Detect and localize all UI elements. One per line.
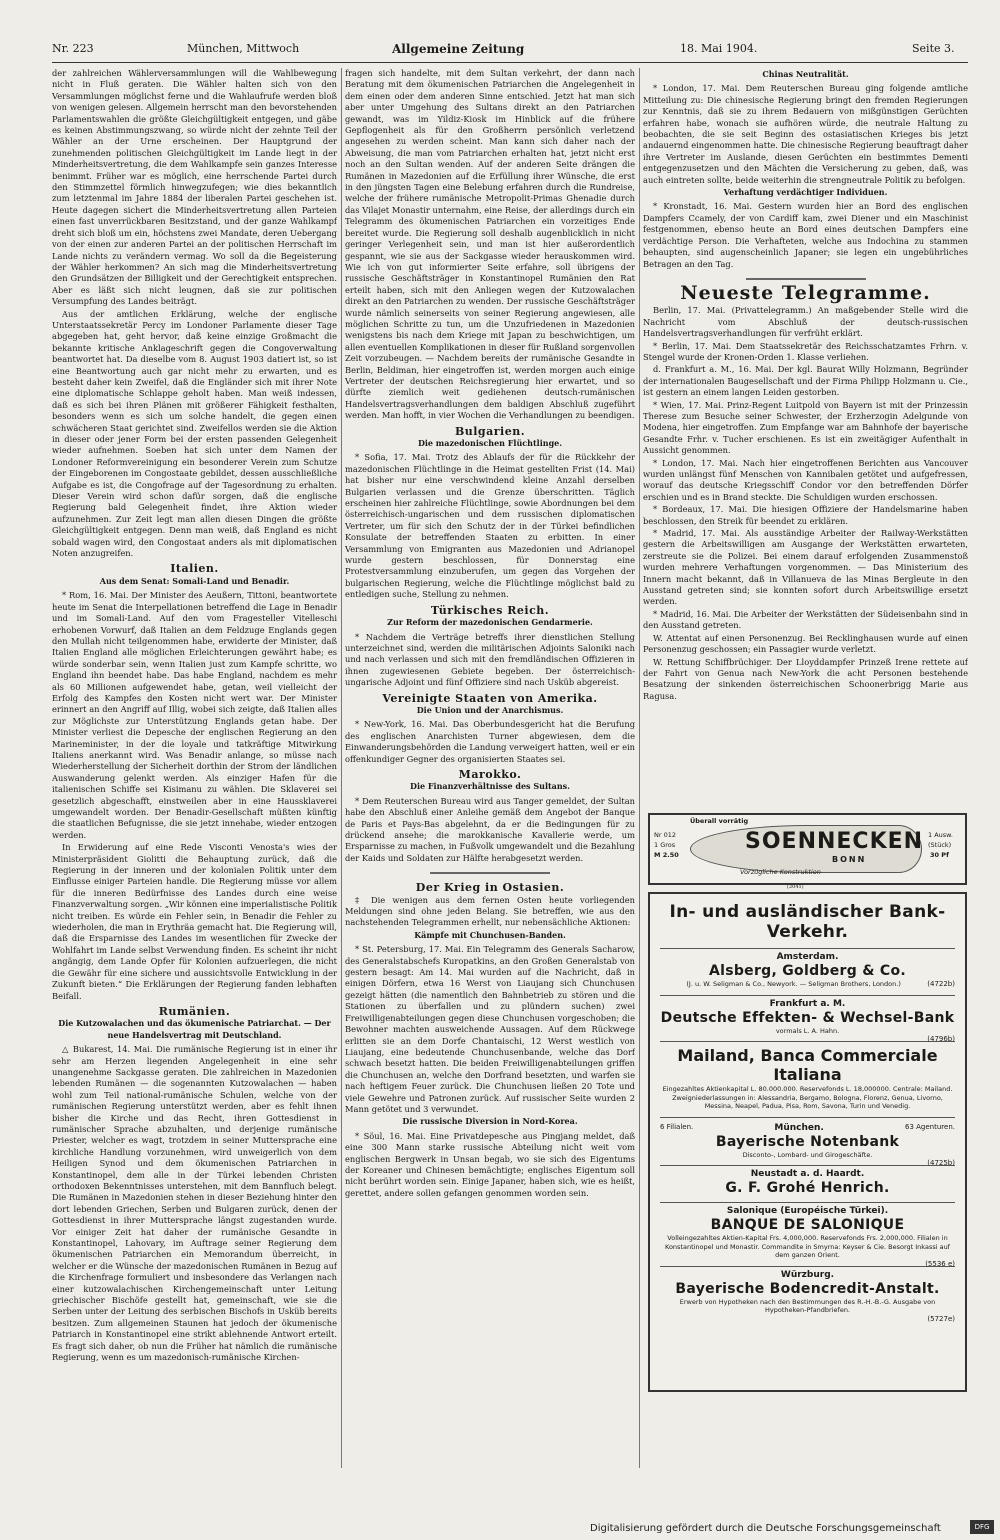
subheading: Die russische Diversion in Nord-Korea. (402, 1116, 578, 1127)
article-paragraph: * Bordeaux, 17. Mai. Die hiesigen Offiziere der Handelsmarine haben beschlossen, den Streik für beendet zu erklären. (643, 504, 968, 526)
brand-city: BONN (832, 855, 867, 864)
article-paragraph: * Sofia, 17. Mai. Trotz des Ablaufs der für die Rückkehr der mazedonischen Flüchtlinge in die Heimat gestellten Frist (14. Mai) hat bisher nur eine verschwindend kleine Anzahl derselben Bulgarien verlassen und die Grenze überschritten. Täglich erscheinen hier zahlreiche Flüchtlinge, sowie Abordnungen bei dem österreichisch-ungarischen und dem russischen diplomatischen Vertreter, um für sich den Schutz der in der Türkei befindlichen Konsulate der betreffenden Staaten zu erbitten. In einer Versammlung von Emigranten aus Mazedonien und Adrianopel wurde gestern beschlossen, für Donnerstag eine Protestversammlung einzuberufen, um gegen das Vorgehen der bulgarischen Regierung, welche die Flüchtlinge möglichst bald zu entledigen suche, Stellung zu nehmen. (345, 452, 635, 600)
bank-branches: 6 Filialen. (660, 1122, 694, 1131)
bank-details: Disconto-, Lombard- und Girogeschäfte. (742, 1150, 873, 1159)
bank-entry (660, 1165, 955, 1196)
ad-unit: (Stück) (928, 841, 952, 849)
section-heading-krieg: Der Krieg in Ostasien. (415, 881, 565, 895)
bank-name: BANQUE DE SALONIQUE (710, 1217, 905, 1233)
article-paragraph: Aus der amtlichen Erklärung, welche der englische Unterstaatssekretär Percy im Londoner Parlamente dieser Tage abgegeben hat, geht hervor, daß keine einzige Großmacht die bekannte kritische Anklageschrift gegen die Congoverwaltung beantwortet hat. Da dieselbe vom 8. August 1903 datiert ist, so ist eine Beantwortung auch gar nicht mehr zu erwarten, und es besteht daher kein Zweifel, daß die Engländer sich mit ihrer Note eine diplomatische Schlappe geholt haben. Man weiß indessen, daß es sich bei ihren Plänen mit größerer Fähigkeit festhalten, besonders wenn es sich um solche handelt, die gegen einen schwächeren Staat gerichtet sind. Zweifellos werden sie die Aktion in dieser oder jener Form bei der ersten passenden Gelegenheit wieder aufnehmen. Soeben hat sich unter dem Namen der Londoner Reformvereinigung ein besonderer Verein zum Schutze der Eingeborenen im Congostaate gebildet, dessen ausschließliche Aufgabe es ist, die Congofrage auf der Tagesordnung zu erhalten. Dieser Verein wird schon dafür sorgen, daß die englische Regierung bald Gelegenheit findet, ihre Aktion wieder aufzunehmen. Zur Zeit legt man allen diesen Dingen die größte Gleichgültigkeit entgegen. Denn man weiß, daß England es nicht sobald wagen wird, den Congostaat anders als mit diplomatischen Noten anzugreifen. (52, 308, 337, 559)
digitization-credit: Digitalisierung gefördert durch die Deutsche Forschungsgemeinschaft (590, 1523, 941, 1534)
bank-details: Eingezahltes Aktienkapital L. 80.000.000. Reservefonds L. 18,000000. Centrale: Mailand. Zweigniederlassungen in: Alessandria, Bergamo, Bologna, Florenz, Genua, Livorno, Messina, Neapel, Padua, Pisa, Rom, Savona, Turin und Venedig. (662, 1085, 953, 1110)
issue-number: Nr. 223 (52, 42, 94, 55)
newspaper-title: Allgemeine Zeitung (392, 42, 525, 56)
bank-entry (660, 995, 955, 1043)
ad-code: (5536 e) (925, 1259, 955, 1268)
section-heading-bulgarien: Bulgarien. (454, 424, 526, 438)
place-day: München, Mittwoch (187, 42, 300, 55)
pen-advertisement (648, 813, 967, 885)
subheading: Aus dem Senat: Somali-Land und Benadir. (99, 575, 290, 586)
article-paragraph: W. Rettung Schiffbrüchiger. Der Lloyddampfer Prinzeß Irene rettete auf der Fahrt von Genua nach New-York die acht Personen bestehende Besatzung der sinkenden österreichischen Schoonerbrigg Marie aus Ragusa. (643, 656, 968, 701)
section-heading-italien: Italien. (170, 562, 219, 576)
bank-city: Frankfurt a. M. (769, 998, 846, 1009)
separator (430, 872, 550, 874)
ad-quantity: 1 Gros (654, 841, 676, 849)
ad-item-number: Nr 012 (654, 831, 677, 839)
bank-city: Amsterdam. (776, 952, 839, 962)
article-paragraph: fragen sich handelte, mit dem Sultan verkehrt, der dann nach Beratung mit dem ökumenischen Patriarchen die Angelegenheit in dem einen oder dem anderen Sinne entschied. Jetzt hat man sich aber unter Umgehung des Sultans direkt an den Patriarchen gewandt, was im Yildiz-Kiosk im Hinblick auf die frühere Gepflogenheit als für den Großherrn persönlich verletzend angesehen zu werden scheint. Man kann sich daher nach der Abweisung, die man vom Patriarchen erhalten hat, jetzt nicht erst noch an den Sultan wenden. Auf der anderen Seite drängen die Rumänen in Mazedonien auf die Erfüllung ihrer Wünsche, die erst in den jüngsten Tagen eine Belebung erfahren durch die Rundreise, welche der frühere rumänische Metropolit-Primas Ghenadie durch das Vilajet Monastir unternahm, eine Reise, der allerdings durch ein Telegramm des ökumenischen Patriarchen ein vorzeitiges Ende bereitet wurde. Die Regierung soll deshalb augenblicklich in nicht geringer Verlegenheit sein, und man ist hier außerordentlich gespannt, wie sie aus der Sackgasse wieder herauskommen wird. Wie ich von gut informierter Seite erfahre, soll übrigens der russische Geschäftsträger in Konstantinopel Rumänien den Rat erteilt haben, sich mit den Anliegen wegen der Kutzowalachen direkt an den Patriarchen zu wenden. Der russische Geschäftsträger wurde nämlich seinerseits von seiner Regierung angewiesen, alle möglichen Schritte zu tun, um die Unzufriedenen in Mazedonien wenigstens bis nach dem Kriege mit Japan zu beschwichtigen, um allen eventuellen Komplikationen in dieser für Rußland sorgenvollen Zeit vorzubeugen. — Nachdem bereits der rumänische Gesandte in Berlin, Beldiman, hier eingetroffen ist, werden morgen auch einige Vertreter der deutschen Reichsregierung hier erwartet, und so dürfte ziemlich weit gediehenen deutsch-rumänischen Handelsvertragsverhandlungen dem baldigen Abschluß zugeführt werden. Man hofft, in vier Wochen die Verhandlungen zu beendigen. (345, 68, 635, 421)
bank-name: Bayerische Notenbank (715, 1133, 900, 1150)
bank-details: Erwerb von Hypotheken nach den Bestimmungen des R.-H.-B.-G. Ausgabe von Hypotheken-Pfandbriefen. (679, 1297, 936, 1314)
article-paragraph: * Madrid, 16. Mai. Die Arbeiter der Werkstätten der Südeisenbahn sind in den Ausstand getreten. (643, 608, 968, 631)
article-paragraph: * Nachdem die Verträge betreffs ihrer dienstlichen Stellung unterzeichnet sind, werden die militärischen Adjoints Saloniki nach und nach verlassen und sich mit den fremdländischen Offizieren in ihnen zugewiesenen Gebiete begeben. Der österreichisch-ungarische Adjoint und fünf Offiziere sind nach Usküb abgereist. (345, 631, 635, 688)
bank-advertisement (648, 892, 967, 1392)
article-paragraph: * Dem Reuterschen Bureau wird aus Tanger gemeldet, der Sultan habe den Abschluß einer Anleihe gemäß dem Angebot der Banque de Paris et Pays-Bas abgelehnt, da er die Bedingungen für zu drückend ansehe; die marokkanische Kavallerie werde, um Ersparnisse zu machen, in Fußvolk umgewandelt und die Bezahlung der Kaids und Soldaten zur Hälfte herabgesetzt werden. (345, 795, 635, 863)
bank-city: München. (774, 1122, 824, 1133)
bank-name: Bayerische Bodencredit-Anstalt. (675, 1280, 940, 1297)
article-paragraph: * St. Petersburg, 17. Mai. Ein Telegramm des Generals Sacharow, des Generalstabschefs Kuropatkins, an den Großen Generalstab von gestern besagt: Am 14. Mai wurden auf die Nachricht, daß in einigen Dörfern, etwa 16 Werst von Liaujang sich Chunchusen gezeigt hätten (die namentlich den Bahnbetrieb zu stören und die Stationen zu überfallen und zu plündern suchen) zwei Freiwilligenabteilungen gegen diese Chunchusen vorgeschoben; die Bewohner machten ausweichende Aussagen. Auf dem Rückwege erlitten sie an dem Dorfe Chantaischi, 12 Werst westlich von Liaujang, eine bedeutende Chunchusenbande, welche das Dorf schwach besetzt hatten. Die beiden Freiwilligenabteilungen griffen die Chunchusen an, welche den Dorfrand besetzten, und warfen sie nach heftigem Feuer zurück. Die Chunchusen ließen 20 Tote und viele Gewehre und Patronen zurück. Auf russischer Seite wurden 2 Mann getötet und 3 verwundet. (345, 944, 635, 1114)
ad-availability: Überall vorrätig (690, 817, 749, 825)
bank-city: Salonique (Européische Türkei). (726, 1206, 889, 1216)
section-heading-usa: Vereinigte Staaten von Amerika. (382, 691, 598, 705)
column-3 (643, 68, 968, 828)
subheading: Kämpfe mit Chunchusen-Banden. (414, 929, 566, 940)
bank-city: Würzburg. (780, 1269, 835, 1280)
ad-price-sample: 30 Pf (930, 851, 949, 859)
ad-code: (4725b) (927, 1159, 955, 1167)
page-header (52, 42, 968, 60)
bank-entry (660, 1202, 955, 1268)
brand-name: SOENNECKEN (745, 829, 924, 854)
bank-entry (660, 1117, 955, 1167)
bank-name: Mailand, Banca Commerciale Italiana (677, 1046, 938, 1084)
bank-ad-title: In- und ausländischer Bank-Verkehr. (669, 902, 946, 942)
section-heading-telegramme: Neueste Telegramme. (680, 281, 931, 304)
separator (746, 278, 866, 280)
section-heading-tuerkei: Türkisches Reich. (430, 603, 550, 617)
subheading: Die Kutzowalachen und das ökumenische Patriarchat. — Der neue Handelsvertrag mit Deutschland. (58, 1018, 331, 1040)
article-paragraph: * Söul, 16. Mai. Eine Privatdepesche aus Pingjang meldet, daß eine 300 Mann starke russische Abteilung nicht weit vom englischen Bergwerk in Unsan begab, wo sie sich des Eigentums der Koreaner und Chinesen bemächtigte; englisches Eigentum soll nicht berührt worden sein. Einige Japaner, haben sich, wie es heißt, gerettet, andere sollen gefangen genommen worden sein. (345, 1130, 635, 1198)
bank-city: Neustadt a. d. Haardt. (750, 1169, 865, 1179)
bank-entry (660, 1266, 955, 1323)
ad-price-gros: M 2.50 (654, 851, 679, 859)
bank-details: vormals L. A. Hahn. (775, 1026, 840, 1035)
section-heading-rumaenien: Rumänien. (158, 1004, 231, 1018)
page-number: Seite 3. (912, 42, 955, 55)
article-paragraph: * Wien, 17. Mai. Prinz-Regent Luitpold von Bayern ist mit der Prinzessin Therese zum Besuche seiner Schwester, der Erzherzogin Adelgunde von Modena, hier eingetroffen. Zum Empfange war am Bahnhofe der bayerische Gesandte Frhr. v. Tucher erschienen. Es ist ein zweitägiger Aufenthalt in Aussicht genommen. (643, 399, 968, 456)
article-paragraph: * Berlin, 17. Mai. Dem Staatssekretär des Reichsschatzamtes Frhrn. v. Stengel wurde der Kronen-Orden 1. Klasse verliehen. (643, 340, 968, 362)
column-divider (639, 68, 640, 1468)
article-paragraph: △ Bukarest, 14. Mai. Die rumänische Regierung ist in einer ihr sehr am Herzen liegenden Angelegenheit in eine sehr unangenehme Sackgasse geraten. Die zahlreichen in Mazedonien lebenden Rumänen — die sogenannten Kutzowalachen — haben wohl zum Teil national-rumänische Schulen, welche von der rumänischen Regierung unterstützt werden, aber es fehlt ihnen bisher die Kirche und das Recht, ihren Gottesdienst in rumänischer Sprache abzuhalten, und derjenige rumänische Priester, welcher es wagt, trotzdem in seiner Muttersprache eine kirchliche Handlung vorzunehmen, wird unweigerlich von dem Heiligen Synod und dem ökumenischen Patriarchen in Konstantinopel, dem alle in der Türkei lebenden Christen orthodoxen Bekenntnisses unterstehen, mit dem Bannfluch belegt. Die Rumänen in Mazedonien stehen in dieser Beziehung hinter den dort lebenden Griechen, Serben und Bulgaren zurück, denen der Gottesdienst in ihrer Muttersprache längst zugestanden wurde. Vor einiger Zeit hat daher der rumänische Gesandte in Konstantinopel, Lahovary, im Auftrage seiner Regierung dem ökumenischen Patriarchen ein Memorandum überreicht, in welcher er die Wünsche der mazedonischen Rumänen in Bezug auf die Kirchenfrage formuliert und insbesondere das Verlangen nach einer kutzowalachischen Kirchengemeinschaft unter Leitung griechischer Bischöfe gestellt hat, gemeinschaft, wie sie die Serben unter der Leitung des serbischen Bischofs in Usküb bereits besitzen. Zum allgemeinen Staunen hat jedoch der ökumenische Patriarch in Konstantinopel eine strikt ablehnende Antwort erteilt. Es fragt sich daher, ob nun die Früher hat nämlich die rumänische Regierung, wenn es um mazedonisch-rumänische Kirchen- (52, 1044, 337, 1363)
section-heading-marokko: Marokko. (458, 767, 522, 781)
bank-entry (660, 1041, 955, 1111)
subheading: Die Finanzverhältnisse des Sultans. (410, 781, 570, 792)
article-paragraph: * Kronstadt, 16. Mai. Gestern wurden hier an Bord des englischen Dampfers Ccamely, der von Cardiff kam, zwei Diener und ein Maschinist festgenommen, ebenso heute an Bord eines deutschen Dampfers eine verdächtige Person. Die Verhafteten, welche aus Indochina zu stammen behaupten, sind augenscheinlich Japaner; sie legen ein ungebührliches Betragen an den Tag. (643, 201, 968, 269)
subheading: Chinas Neutralität. (762, 69, 849, 79)
subheading: Die mazedonischen Flüchtlinge. (417, 438, 563, 448)
subheading: Die Union und der Anarchismus. (416, 704, 564, 715)
subheading: Zur Reform der mazedonischen Gendarmerie. (387, 617, 593, 628)
article-paragraph: der zahlreichen Wählerversammlungen will die Wahlbewegung nicht in Fluß geraten. Die Wähler halten sich von den Versammlungen möglichst ferne und die Wahlaufrufe werden bloß von wenigen gelesen. Allgemein herrscht man den bevorstehenden Parlamentswahlen die größte Gleichgültigkeit entgegen, und gäbe es keinen Abstimmungszwang, so würde nicht der zehnte Teil der Wähler an der Urne erscheinen. Der Hauptgrund der zunehmenden politischen Gleichgültigkeit im Lande liegt in der Minderheitsvertretung, die dem Wahlkampfe sein ganzes Interesse benimmt. Früher war es möglich, eine herrschende Partei durch den Stimmzettel förmlich hinwegzufegen; wie dies bekanntlich zum letztenmal im Jahre 1884 der liberalen Partei geschehen ist. Heute dagegen sichert die Minderheitsvertretung allen Parteien einen fast unverrückbaren Besitzstand, und der ganze Wahlkampf dreht sich bloß um ein, höchstens zwei Mandate, deren Uebergang von der einen zur anderen Partei an der politischen Herrschaft im Lande nichts zu verändern vermag. Wo soll da die Begeisterung der Wähler herkommen? An sich mag die Minderheitsvertretung den Grundsätzen der Billigkeit und der Gerechtigkeit entsprechen. Aber es läßt sich nicht leugnen, daß sie zur politischen Versumpfung des Landes beiträgt. (52, 68, 337, 307)
subheading: Verhaftung verdächtiger Individuen. (723, 187, 888, 198)
column-2 (345, 68, 635, 1468)
bank-details: (J. u. W. Seligman & Co., Newyork. — Seligman Brothers, London.) (686, 980, 901, 988)
article-paragraph: ‡ Die wenigen aus dem fernen Osten heute vorliegenden Meldungen sind ohne jeden Belang. Sie betreffen, wie aus den nachstehenden Telegrammen erhellt, nur nebensächliche Aktionen: (345, 894, 635, 928)
column-divider (341, 68, 342, 1468)
ad-sample: 1 Ausw. (928, 831, 953, 839)
article-paragraph: * Rom, 16. Mai. Der Minister des Aeußern, Tittoni, beantwortete heute im Senat die Interpellationen betreffend die Lage in Benadir und im Somali-Land. Auf den vom Fragesteller Vitelleschi erhobenen Vorwurf, daß Italien an dem Feldzuge Englands gegen den Mullah nicht teilgenommen habe, erwiderte der Minister, daß Italien England alle möglichen Erleichterungen gewährt habe; es würde sonderbar sein, wenn Italien just zum Kampfe schritte, wo England ihn beendet habe. Das habe England, nachdem es mehr als 60 Millionen aufgewendet habe, getan, weil vielleicht der Erfolg des Kampfes den Kosten nicht wert war. Der Minister erinnert an den Angriff auf Illig, wobei sich zeigte, daß Italien alles zur Möglichste zur Unterstützung Englands getan habe. Der Minister verliest die Depesche der englischen Regierung an den Marineminister, in der die loyale und tatkräftige Mitwirkung Italiens anerkannt wird. Was Benadir anlange, so müsse nach Wiederherstellung der Sicherheit dorthin der Strom der ländlichen Auswanderung gelenkt werden. Als einziger Hafen für die italienischen Schiffe sei Kisimanu zu wählen. Die Sklaverei sei gesetzlich abgeschafft, einstweilen aber in eine Haussklaverei umgewandelt worden. Der Benadir-Gesellschaft müßten künftig die staatlichen Befugnisse, die sie jetzt innehabe, wieder entzogen werden. (52, 590, 337, 840)
bank-name: G. F. Grohé Henrich. (725, 1180, 890, 1196)
bank-entry (660, 948, 955, 989)
ad-code: (4722b) (927, 980, 955, 988)
issue-date: 18. Mai 1904. (680, 42, 758, 55)
article-paragraph: Berlin, 17. Mai. (Privattelegramm.) An maßgebender Stelle wird die Nachricht vom Abschluß der deutsch-russischen Handelsvertragsverhandlungen für verfrüht erklärt. (643, 305, 968, 339)
ad-tagline: Vorzügliche Konstruktion (740, 868, 821, 876)
header-rule (52, 62, 968, 63)
bank-agencies: 63 Agenturen. (905, 1122, 955, 1131)
article-paragraph: * London, 17. Mai. Dem Reuterschen Bureau ging folgende amtliche Mitteilung zu: Die chinesische Regierung bringt den fremden Regierungen zur Kenntnis, daß sie zu ihrem Bedauern von mißgünstigen Gerüchten erfahren habe, wonach sie aufhören würde, die neutrale Haltung zu beobachten, die sie seit Beginn des ostasiatischen Krieges bis jetzt andauernd eingenommen hatte. Die chinesische Regierung beauftragt daher ihre Vertreter im Auslande, diesen Gerüchten ein bestimmtes Dementi entgegenzusetzen und den Mächten die Versicherung zu geben, daß, was auch eintreten sollte, beide weiterhin die strengneutrale Politik zu befolgen. (643, 83, 968, 185)
article-paragraph: W. Attentat auf einen Personenzug. Bei Recklinghausen wurde auf einen Personenzug geschossen; ein Passagier wurde verletzt. (643, 632, 968, 655)
article-paragraph: * London, 17. Mai. Nach hier eingetroffenen Berichten aus Vancouver wurden unlängst fünf Menschen von Kannibalen getötet und aufgefressen, worauf das deutsche Kriegsschiff Condor vor den betreffenden Dörfer erschien und es in Brand steckte. Die Schuldigen wurden erschossen. (643, 457, 968, 502)
bank-details: Volleingezahltes Aktien-Kapital Frs. 4,000,000. Reservefonds Frs. 2,000,000. Filialen in Konstantinopel und Monastir. Commandite in Smyrna: Keyser & Cie. Besorgt Inkassi auf dem ganzen Orient. (665, 1234, 950, 1259)
bank-name: Deutsche Effekten- & Wechsel-Bank (660, 1009, 955, 1026)
article-paragraph: * Madrid, 17. Mai. Als ausständige Arbeiter der Railway-Werkstätten gestern die Arbeitswilligen am Ausgange der Werkstätten erwarteten, zerstreute sie die Polizei. Bei einem darauf erfolgenden Zusammenstoß wurden mehrere Verhaftungen vorgenommen. — Das Ministerium des Innern macht bekannt, daß in Villanueva de las Minas Bergleute in den Ausstand getreten sind; sie konnten sofort durch Arbeitswillige ersetzt werden. (643, 528, 968, 607)
column-1 (52, 68, 337, 1468)
dfg-logo: DFG (970, 1520, 994, 1534)
article-paragraph: * New-York, 16. Mai. Das Oberbundesgericht hat die Berufung des englischen Anarchisten Turner abgewiesen, dem die Einwanderungsbehörden die Landung verweigert hatten, weil er ein offenkundiger Gegner des organisierten Staates sei. (345, 719, 635, 764)
article-paragraph: d. Frankfurt a. M., 16. Mai. Der kgl. Baurat Willy Holzmann, Begründer der internationalen Baugesellschaft und der Firma Philipp Holzmann u. Cie., ist gestern an einem langen Leiden gestorben. (643, 364, 968, 398)
ad-code: (4796b) (927, 1035, 955, 1043)
bank-name: Alsberg, Goldberg & Co. (708, 963, 907, 979)
ad-code: (2041) (787, 884, 804, 890)
ad-code: (5727e) (927, 1314, 955, 1323)
article-paragraph: In Erwiderung auf eine Rede Visconti Venosta's wies der Ministerpräsident Giolitti die Behauptung zurück, daß die Regierung in der inneren und der kolonialen Politik unter dem Einflusse einiger Parteien handle. Die Regierung müsse vor allem für die inneren Bedürfnisse des Landes durch eine weise Finanzverwaltung sorgen. „Wir können eine imperialistische Politik nicht treiben. Es würde ein Fehler sein, in Benadir die Fehler zu wiederholen, die man in Erythräa gemacht hat. Die Regierung will, daß die Ersparnisse des Landes im wesentlichen für Zwecke der Wohlfahrt im Lande selbst Verwendung finden. Es scheint ihr nicht angängig, dem Lande Opfer für Kolonien aufzuerlegen, die nicht die Gewähr für eine sichere und aussichtsvolle Entwicklung in der Zukunft bieten.“ Die Erklärungen der Regierung fanden lebhaften Beifall. (52, 842, 337, 1001)
